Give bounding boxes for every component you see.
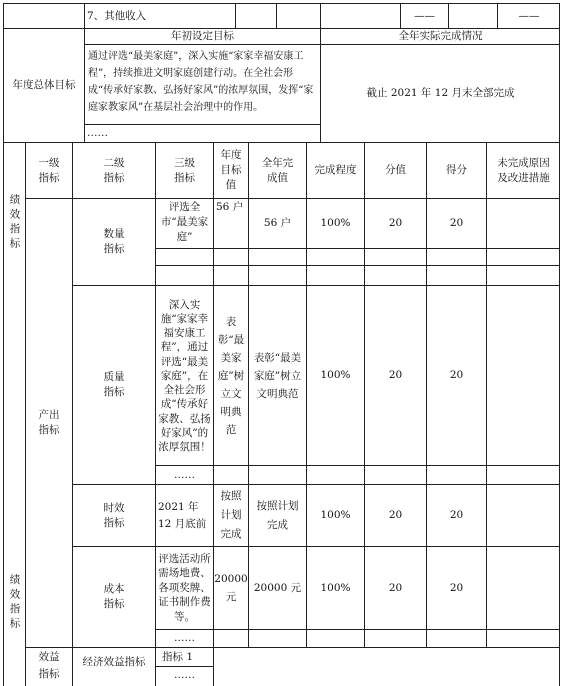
perf-label-upper-text: 绩效指标: [8, 194, 21, 252]
other-income-label: 7、其他收入: [87, 9, 147, 22]
benefit-ellipsis: ……: [174, 669, 195, 681]
header-level1: 一级指标: [38, 156, 60, 184]
benefit-indicator-1: 指标 1: [162, 650, 194, 663]
economic-benefit-name: 经济效益指标: [82, 655, 146, 668]
time-value: 20: [388, 509, 403, 521]
perf-label-lower-text: 绩效指标: [8, 574, 21, 632]
output-indicator-label: 产出指标: [38, 408, 60, 436]
time-target: 按照计划完成: [220, 490, 242, 540]
quantity-rate: 100%: [320, 217, 351, 229]
header-rate: 完成程度: [314, 164, 357, 176]
benefit-indicator-label: 效益指标: [38, 651, 60, 680]
quality-indicator-name: 质量指标: [103, 371, 125, 398]
annual-goal-label: 年度总体目标: [12, 78, 76, 91]
header-score-value: 分值: [385, 164, 406, 176]
time-indicator-name: 时效指标: [103, 501, 125, 529]
quality-value: 20: [388, 369, 403, 381]
cost-rate: 100%: [320, 581, 351, 594]
header-target: 年度目标值: [220, 149, 242, 191]
header-score: 得分: [446, 164, 467, 176]
cost-actual: 20000 元: [253, 581, 302, 594]
quantity-actual: 56 户: [263, 217, 292, 229]
header-level3: 三级指标: [174, 156, 195, 184]
quality-indicator-text: 深入实施“家家幸福安康工程”，通过评选“最美家庭”，在全社会形成“传承好家教、弘扬好家风”的浓厚氛围！: [158, 298, 211, 453]
cost-score: 20: [449, 581, 464, 594]
perf-label-upper: [7, 168, 21, 278]
cost-indicator-text: 评选活动所需场地费、各项奖牌、证书制作费等。: [158, 552, 211, 623]
other-income-dash-2: ——: [518, 9, 540, 22]
quantity-indicator-text: 评选全市“最美家庭”: [160, 201, 209, 243]
quantity-score: 20: [449, 217, 464, 229]
cost-target: 20000 元: [214, 573, 248, 603]
quality-score: 20: [449, 369, 464, 381]
header-level2: 二级指标: [103, 156, 125, 184]
actual-completion-text: 截止 2021 年 12 月末全部完成: [366, 87, 515, 99]
initial-goal-text: 通过评选“最美家庭”，深入实施“家家幸福安康工程”，持续推进文明家庭创建行动。在全社会形成“传承好家教、弘扬好家风”的浓厚氛围，发挥“家庭家教家风”在基层社会治理中的作用。: [88, 51, 314, 113]
initial-goal-ellipsis: ……: [87, 127, 108, 139]
cost-indicator-name: 成本指标: [103, 583, 125, 610]
other-income-dash-1: ——: [414, 9, 435, 22]
initial-goal-header: 年初设定目标: [171, 29, 234, 42]
time-indicator-text: 2021 年 12 月底前: [158, 500, 207, 530]
quality-ellipsis: ……: [174, 468, 195, 481]
time-score: 20: [449, 509, 464, 521]
quantity-indicator-name: 数量指标: [103, 228, 125, 255]
cost-ellipsis: ……: [174, 632, 195, 644]
time-rate: 100%: [320, 509, 351, 521]
perf-label-lower: [7, 548, 21, 658]
header-reason: 未完成原因及改进措施: [497, 156, 550, 184]
quality-rate: 100%: [320, 369, 351, 381]
time-actual: 按照计划完成: [256, 499, 299, 531]
quantity-target: 56 户: [216, 201, 244, 213]
quantity-value: 20: [388, 217, 403, 229]
quality-actual: 表彰“最美家庭”树立文明典范: [253, 351, 302, 400]
actual-completion-header: 全年实际完成情况: [398, 29, 483, 42]
header-actual: 全年完成值: [261, 156, 294, 184]
cost-value: 20: [388, 581, 403, 594]
quality-target: 表彰“最美家庭”树立文明典范: [217, 315, 245, 436]
